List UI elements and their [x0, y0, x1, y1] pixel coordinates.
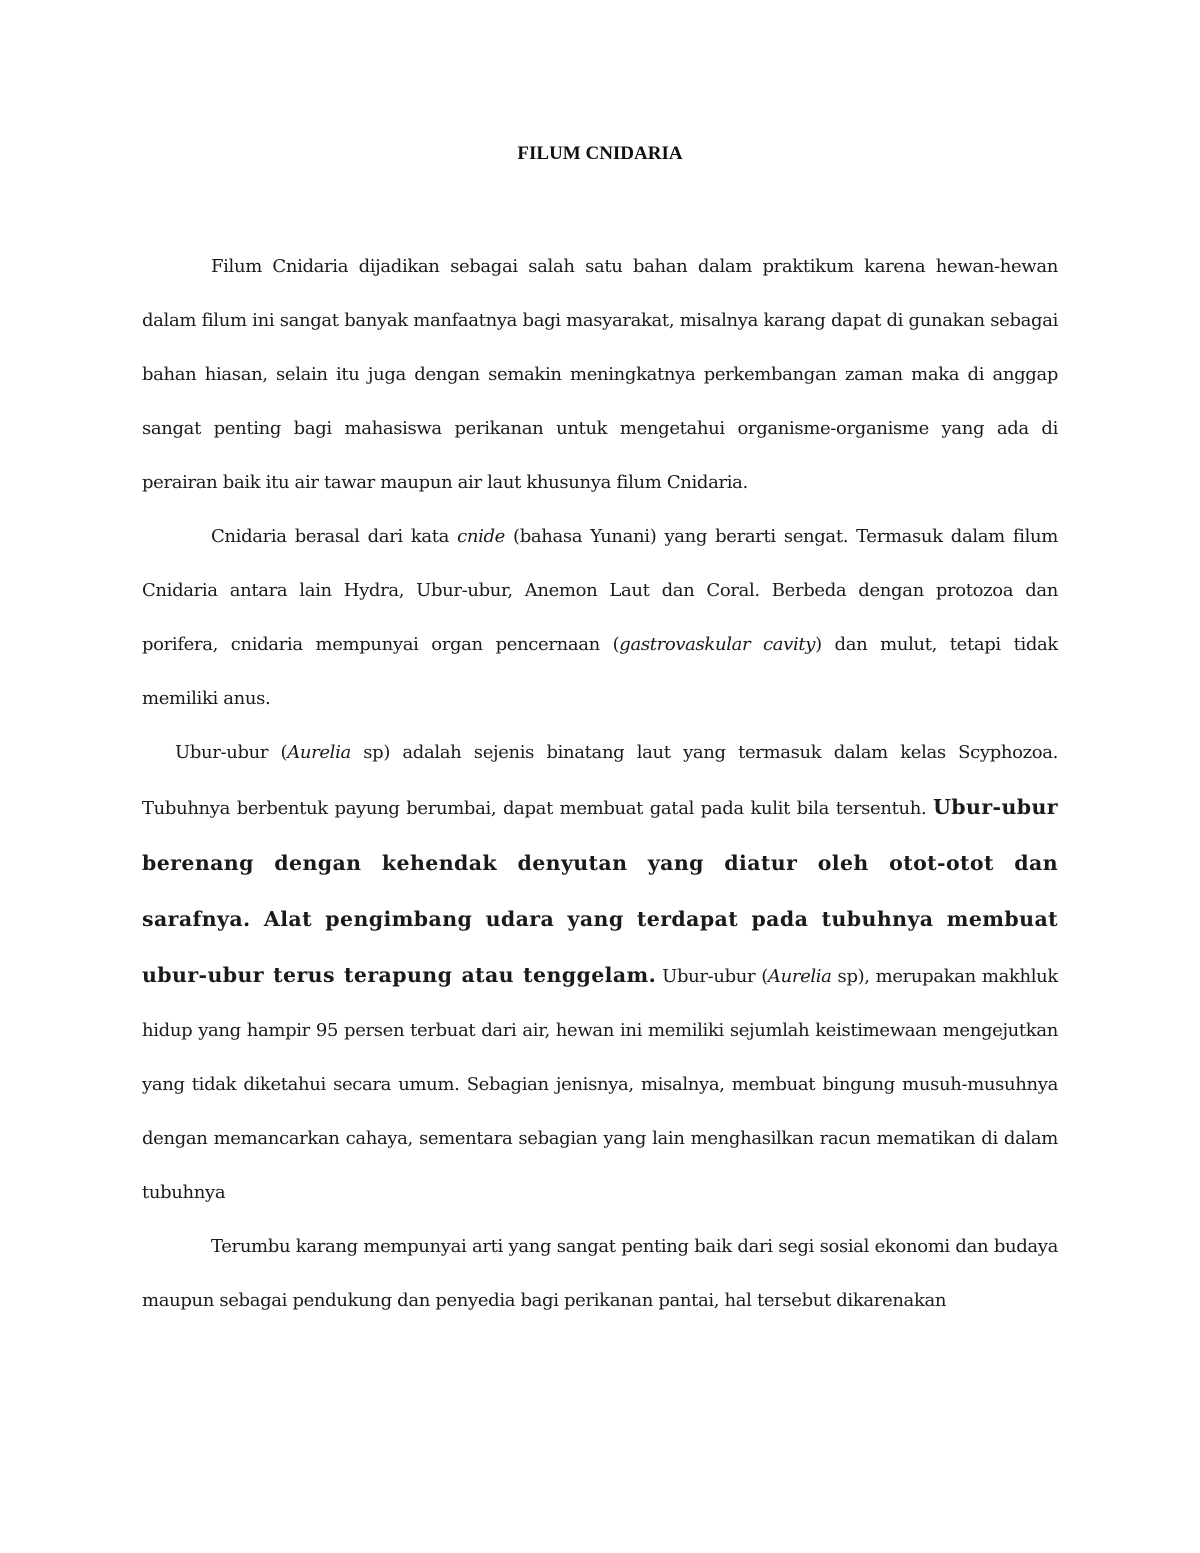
paragraph-3-part-3: Ubur-ubur (: [656, 966, 768, 987]
term-aurelia-1: Aurelia: [287, 742, 351, 763]
paragraph-2: [142, 510, 1058, 726]
paragraph-3-part-1: Ubur-ubur (: [175, 742, 288, 763]
paragraph-2-part-3: ) dan mulut, tetapi tidak memiliki anus.: [142, 634, 1058, 709]
paragraph-3: [142, 726, 1058, 1220]
paragraph-4-text: Terumbu karang mempunyai arti yang sangat penting baik dari segi sosial ekonomi dan budaya maupun sebagai pendukung dan penyedia bagi perikanan pantai, hal tersebut dikarenakan: [142, 1236, 1058, 1311]
term-cnide: cnide: [457, 526, 505, 547]
paragraph-2-part-1: Cnidaria berasal dari kata: [211, 526, 458, 547]
emphasized-sentences: Ubur-ubur berenang dengan kehendak denyutan yang diatur oleh otot-otot dan sarafnya. Alat pengimbang udara yang terdapat pada tubuhnya membuat ubur-ubur terus terapung atau tenggelam.: [142, 795, 1058, 987]
document-body: [142, 240, 1058, 1328]
paragraph-3-part-4: sp), merupakan makhluk hidup yang hampir 95 persen terbuat dari air, hewan ini memiliki sejumlah keistimewaan mengejutkan yang tidak diketahui secara umum. Sebagian jenisnya, misalnya, membuat bingung musuh-musuhnya dengan memancarkan cahaya, sementara sebagian yang lain menghasilkan racun mematikan di dalam tubuhnya: [142, 966, 1058, 1203]
paragraph-4: [142, 1220, 1058, 1328]
paragraph-1-text: Filum Cnidaria dijadikan sebagai salah satu bahan dalam praktikum karena hewan-hewan dalam filum ini sangat banyak manfaatnya bagi masyarakat, misalnya karang dapat di gunakan sebagai bahan hiasan, selain itu juga dengan semakin meningkatnya perkembangan zaman maka di anggap sangat penting bagi mahasiswa perikanan untuk mengetahui organisme-organisme yang ada di perairan baik itu air tawar maupun air laut khusunya filum Cnidaria.: [142, 256, 1058, 493]
paragraph-2-part-2: (bahasa Yunani) yang berarti sengat. Termasuk dalam filum Cnidaria antara lain Hydra, Ubur-ubur, Anemon Laut dan Coral. Berbeda dengan protozoa dan porifera, cnidaria mempunyai organ pencernaan (: [142, 526, 1058, 655]
paragraph-1: [142, 240, 1058, 510]
term-gastrovaskular-cavity: gastrovaskular cavity: [619, 634, 816, 655]
term-aurelia-2: Aurelia: [767, 966, 832, 987]
paragraph-3-part-2: sp) adalah sejenis binatang laut yang termasuk dalam kelas Scyphozoa. Tubuhnya berbentuk payung berumbai, dapat membuat gatal pada kulit bila tersentuh.: [142, 742, 1058, 819]
page-title: FILUM CNIDARIA: [517, 143, 683, 164]
